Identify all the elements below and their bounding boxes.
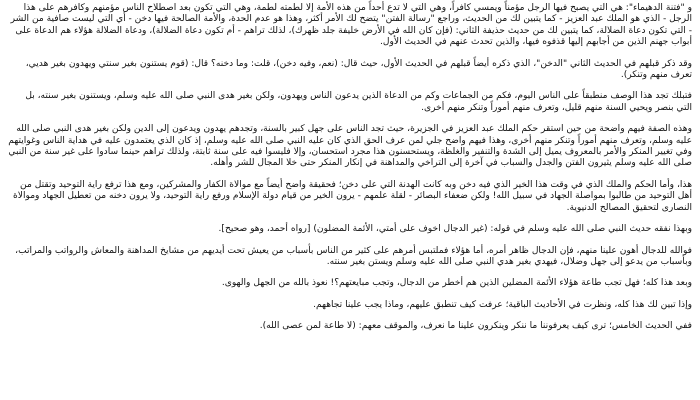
paragraph-characteristic: وهذه الصفة فيهم واضحة من حين استقر حكم الملك عبد العزيز في الجزيرة، حيث تجد الناس على جهل كبير بالسنة، وتجدهم يهدون ويدعون إلى الدين ولكن بغير هدى النبي صلى الله عليه وسلم، وتعرف منهم أموراً وتنكر منهم أخرى، وهذا فيهم واضح جلي لمن عرف الحق الذي كان عليه النبي صلى الله عليه وسلم، إذ كان الذي يعتمدون عليه في هداية الناس وغوايتهم وفي تغيير المنكر والأمر بالمعروف يميل إلى الشدة والتنفير والغلظة، ويستحسنون هذا مجرد استحسان، وإلا فليسوا فيه على سنة ثابتة، ولذلك تراهم حينما سادوا على غير سنة من النبي صلى الله عليه وسلم يثيرون الفتن والجدل والسباب في آخرة إلى التراخي والمداهنة في إنكار المنكر حتى خلا المجال للشر وأهله.: [8, 124, 692, 169]
paragraph-description: فتبلك تجد هذا الوصف منطبقاً على الناس اليوم، فكم من الجماعات وكم من الدعاة الذين يدعون الناس ويهدون، ولكن بغير هدى النبي صلى الله عليه وسلم، ويستنون بغير سنته، بل التي بنصر ويحيي السنة منهم قليل، وتعرف منهم أموراً وتنكر منهم أخرى.: [25, 91, 692, 113]
paragraph-fifth-hadith: ففي الحديث الخامس؛ ترى كيف يعرفوننا ما ننكر وينكرون علينا ما نعرف، والموقف معهم: (لا طاعة لمن عصى الله).: [259, 321, 692, 332]
paragraph-remaining-hadiths: وإذا تبين لك هذا كله، ونظرت في الأحاديث الباقية؛ عرفت كيف تنطبق عليهم، وماذا يجب علينا تجاههم.: [313, 299, 692, 310]
paragraph-obedience-question: وبعد هذا كله؛ فهل تجب طاعة هؤلاء الأئمة المضلين الذين هم أخطر من الدجال، وتجب مبايعتهم؟! نعوذ بالله من الجهل والهوى.: [221, 278, 692, 289]
paragraph-dajjal-comparison: فوالله للدجال أهون علينا منهم، فإن الدجال ظاهر أمره، أما هؤلاء فملتبس أمرهم على كثير من الناس بأسباب من يعيش تحت أيديهم من مشايخ المداهنة والمعاش والرواتب والمراتب، وبأسباب من يدعو إلى جهل وضلال، فيهدي بغير هدي النبي صلى الله عليه وسلم ويستن بغير سنته.: [15, 245, 692, 267]
paragraph-dakhan: وقد ذكر قبلهم في الحديث الثاني "الدخن"، الذي ذكره أيضاً قبلهم في الحديث الأول، حيث قال: (نعم، وفيه دخن)، قلت: وما دخنه؟ قال: (قوم يستنون بغير سنتي ويهدون بغير هديي، تعرف منهم وتنكر).: [25, 58, 692, 81]
paragraph-hadith-dajjal: وبهذا نفقه حديث النبي صلى الله عليه وسلم في قوله: (غير الدجال اخوف على أمتي، الأئمة المضلون) [رواه أحمد، وهو صحيح].: [218, 224, 692, 235]
paragraph-rule: هذا، وأما الحكم والملك الذي في وقت هذا الخير الذي فيه دخن وبه كانت الهدنة التي على دخن؛ فحقيقة واضح أيضاً مع موالاة الكفار والمشركين، ومع هذا ترفع راية التوحيد وتقتل من أهل التوحيد من طالبوا بمواصلة الجهاد في سبيل الله! ولكن ضعفاء البصائر - لقلة علمهم - يرون الخير من قيام دولة الإسلام ورفع راية التوحيد، ولا يرون دخنه من تعطيل الجهاد وموالاة النصارى لتحقيق المصالح الدنيوية.: [13, 179, 692, 213]
paragraph-fitnat-duhayma: و "فتنة الدهيماء": هي التي يصبح فيها الرجل مؤمناً ويمسي كافراً، وهي التي لا تدع أحداً من هذه الأمة إلا لطمته لطمة، وهي التي تكون بعد اصطلاح الناس مؤمنهم وكافرهم على هذا الرجل - الذي هو الملك عبد العزيز - كما يتبين لك من الحديث، وراجع "رسالة الفتن" يتضح لك الأمر أكثر، وهذا هو عدم الحدة، والأمة الصالحة فيها دخن - أي التي ليست صافية من الشر - التي تكون دعاة الضلالة، كما يتبين لك من حديث حذيفة الثاني: (فإن كان الله في الأرض خليفة جلد ظهرك)، لذلك تراهم - أم تكون دعاة الضلالة)، ودعاة الضلالة هؤلاء هم الدعاة على أبواب جهنم الذين من أجابهم إليها قذفوه فيها، والذين تحدث عنهم في الحديث الأول.: [10, 3, 692, 48]
